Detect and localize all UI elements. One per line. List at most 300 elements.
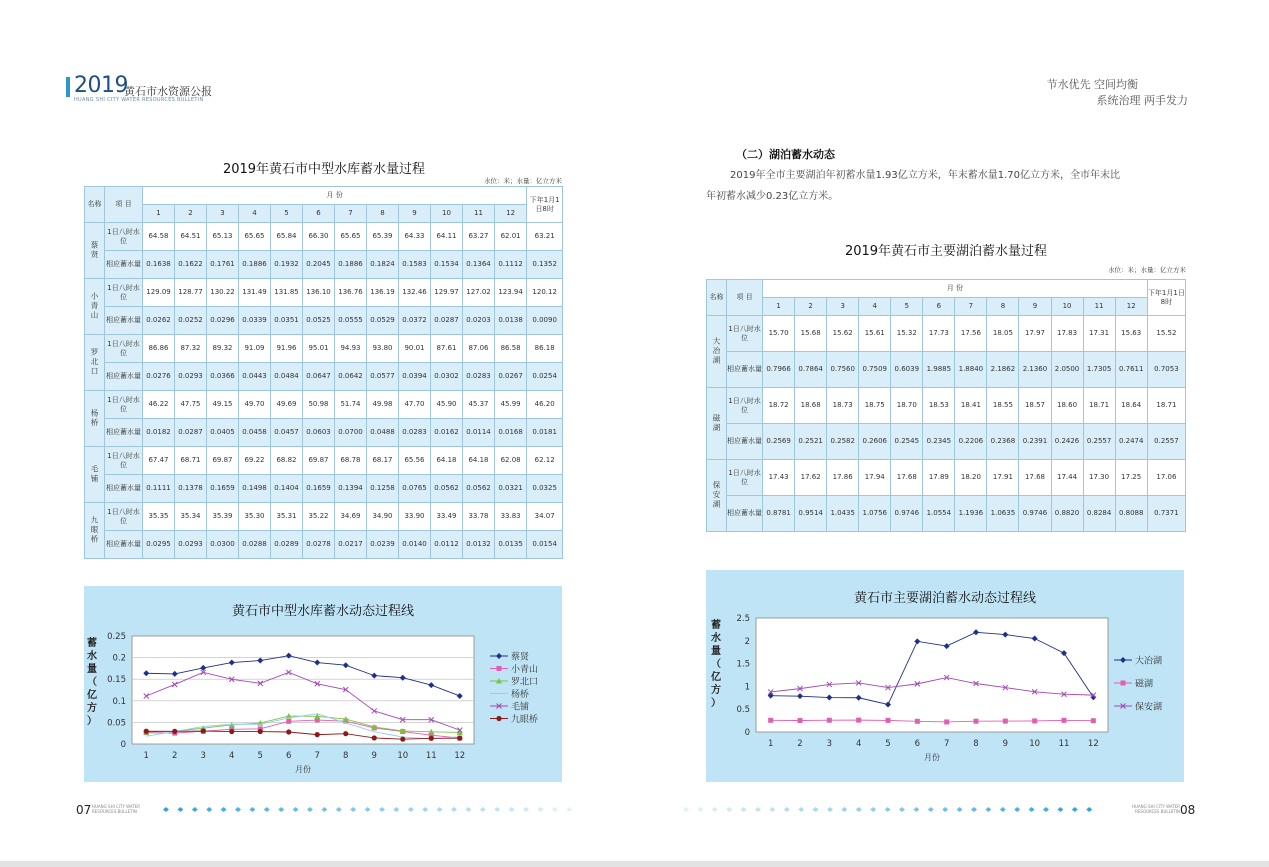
legend-marker [1121, 681, 1126, 686]
data-point [286, 729, 291, 734]
footer-dot [870, 807, 876, 812]
footer-text-left: HUANG SHI CITY WATER RESOURCES BULLETIN [92, 804, 141, 814]
volume-cell: 0.6039 [891, 352, 923, 388]
y-axis-label: 方 [711, 685, 721, 696]
level-cell: 17.68 [891, 460, 923, 496]
volume-cell: 0.7053 [1147, 352, 1185, 388]
level-cell: 62.08 [495, 447, 527, 475]
x-tick-label: 3 [200, 751, 206, 761]
volume-cell: 0.0555 [335, 307, 367, 335]
level-cell: 64.51 [175, 223, 207, 251]
level-cell: 17.44 [1051, 460, 1083, 496]
level-cell: 18.60 [1051, 388, 1083, 424]
volume-cell: 0.0765 [399, 475, 431, 503]
level-cell: 35.30 [239, 503, 271, 531]
volume-cell: 0.1761 [207, 251, 239, 279]
level-cell: 127.02 [463, 279, 495, 307]
level-cell: 45.99 [495, 391, 527, 419]
volume-cell: 0.0267 [495, 363, 527, 391]
row-label-level: 1日八时水位 [727, 460, 763, 496]
footer-dot [755, 807, 761, 812]
volume-cell: 0.0138 [495, 307, 527, 335]
level-cell: 64.11 [431, 223, 463, 251]
table-row [85, 475, 563, 503]
level-cell: 86.86 [143, 335, 175, 363]
legend-label: 杨桥 [511, 690, 530, 700]
data-point [172, 729, 177, 734]
volume-cell: 0.0181 [527, 419, 563, 447]
table-row [707, 388, 1186, 424]
reservoir-chart [84, 586, 562, 782]
footer-dot [726, 807, 732, 812]
data-point [457, 736, 462, 741]
lake-table [706, 279, 1186, 532]
footer-dot [1043, 807, 1049, 812]
right-table-title: 2019年黄石市主要湖泊蓄水量过程 [844, 244, 1048, 259]
level-cell: 68.82 [271, 447, 303, 475]
x-tick-label: 12 [454, 751, 466, 761]
footer-dot [784, 807, 790, 812]
volume-cell: 0.1534 [431, 251, 463, 279]
footer-dot [552, 807, 558, 812]
data-point [1091, 718, 1096, 723]
volume-cell: 0.0647 [303, 363, 335, 391]
month-header: 7 [335, 205, 367, 223]
legend-marker [496, 716, 501, 721]
x-tick-label: 5 [885, 739, 891, 749]
header-month: 月 份 [143, 187, 527, 205]
row-label-level: 1日八时水位 [105, 503, 143, 531]
header-year: 2019 [74, 73, 128, 98]
x-tick-label: 7 [314, 751, 320, 761]
volume-cell: 0.0321 [495, 475, 527, 503]
legend-label: 毛铺 [511, 702, 530, 713]
x-tick-label: 3 [826, 739, 833, 749]
plot-area [132, 636, 474, 744]
lake-chart-title: 黄石市主要湖泊蓄水动态过程线 [853, 591, 1036, 606]
footer-dot [379, 807, 385, 812]
paragraph-line2: 年初蓄水减少0.23亿立方米。 [706, 191, 839, 202]
legend-label: 小青山 [511, 665, 539, 675]
level-cell: 15.32 [891, 316, 923, 352]
footer-dot [827, 807, 833, 812]
volume-cell: 0.0162 [431, 419, 463, 447]
volume-cell: 0.2368 [987, 424, 1019, 460]
footer-dot [393, 807, 399, 812]
x-tick-label: 8 [973, 739, 979, 749]
y-axis-label: 水 [711, 633, 721, 644]
volume-cell: 0.0529 [367, 307, 399, 335]
level-cell: 18.05 [987, 316, 1019, 352]
left-table-unit: 水位：米；水量：亿立方米 [484, 177, 562, 185]
volume-cell: 0.0182 [143, 419, 175, 447]
data-point [944, 719, 949, 724]
level-cell: 87.32 [175, 335, 207, 363]
volume-cell: 0.0405 [207, 419, 239, 447]
level-cell: 46.20 [527, 391, 563, 419]
level-cell: 18.57 [1019, 388, 1051, 424]
level-cell: 35.39 [207, 503, 239, 531]
volume-cell: 0.2606 [859, 424, 891, 460]
table-row [85, 531, 563, 559]
row-name: 杨桥 [85, 391, 105, 447]
volume-cell: 0.0488 [367, 419, 399, 447]
level-cell: 87.06 [463, 335, 495, 363]
month-header: 2 [795, 298, 827, 316]
x-tick-label: 6 [914, 739, 921, 749]
data-point [768, 718, 773, 723]
x-tick-label: 12 [1087, 739, 1099, 749]
month-header: 2 [175, 205, 207, 223]
legend-marker [496, 653, 502, 659]
table-row [707, 460, 1186, 496]
volume-cell: 0.7509 [859, 352, 891, 388]
month-header: 3 [207, 205, 239, 223]
data-point [144, 729, 149, 734]
level-cell: 15.70 [763, 316, 795, 352]
month-header: 4 [859, 298, 891, 316]
volume-cell: 0.0276 [143, 363, 175, 391]
x-tick-label: 10 [1029, 739, 1041, 749]
volume-cell: 0.1111 [143, 475, 175, 503]
level-cell: 45.90 [431, 391, 463, 419]
header-item: 项 目 [105, 187, 143, 223]
footer-dot [422, 807, 428, 812]
lake-chart [706, 570, 1184, 782]
row-label-volume: 相应蓄水量 [105, 419, 143, 447]
level-cell: 47.75 [175, 391, 207, 419]
x-tick-label: 10 [397, 751, 409, 761]
level-cell: 33.78 [463, 503, 495, 531]
level-cell: 45.37 [463, 391, 495, 419]
header-accent-bar [66, 77, 70, 97]
x-tick-label: 4 [855, 739, 862, 749]
x-tick-label: 7 [943, 739, 950, 749]
volume-cell: 1.8840 [955, 352, 987, 388]
volume-cell: 0.2474 [1115, 424, 1147, 460]
y-tick-label: 0.25 [107, 632, 126, 642]
y-tick-label: 0 [744, 728, 750, 738]
y-axis-label: 方 [87, 703, 97, 714]
level-cell: 17.31 [1083, 316, 1115, 352]
volume-cell: 0.0288 [239, 531, 271, 559]
footer-dot [942, 807, 948, 812]
footer-dot [480, 807, 486, 812]
level-cell: 63.27 [463, 223, 495, 251]
month-header: 5 [891, 298, 923, 316]
footer-dot [1086, 807, 1092, 812]
volume-cell: 0.1886 [335, 251, 367, 279]
level-cell: 90.01 [399, 335, 431, 363]
table-row [85, 419, 563, 447]
volume-cell: 0.2206 [955, 424, 987, 460]
table-row [85, 391, 563, 419]
level-cell: 17.68 [1019, 460, 1051, 496]
level-cell: 131.85 [271, 279, 303, 307]
level-cell: 33.90 [399, 503, 431, 531]
volume-cell: 0.2545 [891, 424, 923, 460]
volume-cell: 0.2345 [923, 424, 955, 460]
volume-cell: 0.0562 [463, 475, 495, 503]
table-row [85, 307, 563, 335]
page-bottom-edge [0, 861, 1269, 867]
volume-cell: 0.0135 [495, 531, 527, 559]
row-label-volume: 相应蓄水量 [105, 363, 143, 391]
header-month: 月 份 [763, 280, 1148, 298]
level-cell: 17.43 [763, 460, 795, 496]
x-tick-label: 9 [371, 751, 377, 761]
table-row [707, 316, 1186, 352]
x-tick-label: 11 [1058, 739, 1070, 749]
level-cell: 50.98 [303, 391, 335, 419]
footer-dot [683, 807, 689, 812]
level-cell: 131.49 [239, 279, 271, 307]
level-cell: 34.69 [335, 503, 367, 531]
month-header: 7 [955, 298, 987, 316]
level-cell: 86.58 [495, 335, 527, 363]
row-label-level: 1日八时水位 [727, 388, 763, 424]
footer-dot [494, 807, 500, 812]
volume-cell: 2.0500 [1051, 352, 1083, 388]
level-cell: 18.55 [987, 388, 1019, 424]
month-header: 3 [827, 298, 859, 316]
level-cell: 18.70 [891, 388, 923, 424]
level-cell: 18.71 [1083, 388, 1115, 424]
row-label-level: 1日八时水位 [105, 391, 143, 419]
level-cell: 94.93 [335, 335, 367, 363]
footer-dot [712, 807, 718, 812]
footer-dot [985, 807, 991, 812]
volume-cell: 0.0300 [207, 531, 239, 559]
footer-dot [971, 807, 977, 812]
level-cell: 63.21 [527, 223, 563, 251]
month-header: 8 [987, 298, 1019, 316]
level-cell: 62.12 [527, 447, 563, 475]
level-cell: 15.62 [827, 316, 859, 352]
volume-cell: 0.7864 [795, 352, 827, 388]
y-tick-label: 0.2 [112, 653, 126, 664]
data-point [372, 735, 377, 740]
month-header: 11 [1083, 298, 1115, 316]
volume-cell: 0.1583 [399, 251, 431, 279]
footer-dot [321, 807, 327, 812]
volume-cell: 0.0562 [431, 475, 463, 503]
footer-dot [235, 807, 241, 812]
header-next-jan: 下年1月1日8时 [1147, 280, 1185, 316]
volume-cell: 0.0287 [431, 307, 463, 335]
footer-dot [697, 807, 703, 812]
volume-cell: 0.1394 [335, 475, 367, 503]
data-point [315, 732, 320, 737]
footer-dot [841, 807, 847, 812]
volume-cell: 0.0283 [399, 419, 431, 447]
volume-cell: 0.2521 [795, 424, 827, 460]
level-cell: 128.77 [175, 279, 207, 307]
data-point [915, 719, 920, 724]
level-cell: 17.91 [987, 460, 1019, 496]
volume-cell: 1.9885 [923, 352, 955, 388]
level-cell: 91.09 [239, 335, 271, 363]
row-label-volume: 相应蓄水量 [105, 251, 143, 279]
row-label-volume: 相应蓄水量 [105, 475, 143, 503]
footer-dot [350, 807, 356, 812]
row-name: 小青山 [85, 279, 105, 335]
x-tick-label: 8 [343, 751, 349, 761]
footer-dot [278, 807, 284, 812]
month-header: 6 [303, 205, 335, 223]
footer-dot [1057, 807, 1063, 812]
volume-cell: 0.8820 [1051, 496, 1083, 532]
level-cell: 68.78 [335, 447, 367, 475]
level-cell: 68.71 [175, 447, 207, 475]
row-label-level: 1日八时水位 [105, 335, 143, 363]
row-name: 磁湖 [707, 388, 727, 460]
y-axis-label: （ [87, 677, 97, 688]
footer-dot [885, 807, 891, 812]
footer-dot [523, 807, 529, 812]
volume-cell: 2.1360 [1019, 352, 1051, 388]
data-point [886, 718, 891, 723]
data-point [201, 728, 206, 733]
volume-cell: 0.0293 [175, 363, 207, 391]
level-cell: 49.15 [207, 391, 239, 419]
level-cell: 136.76 [335, 279, 367, 307]
level-cell: 35.34 [175, 503, 207, 531]
row-name: 大冶湖 [707, 316, 727, 388]
x-axis-label: 月份 [295, 765, 311, 774]
level-cell: 17.83 [1051, 316, 1083, 352]
x-tick-label: 9 [1002, 739, 1009, 749]
volume-cell: 0.2569 [763, 424, 795, 460]
volume-cell: 0.1498 [239, 475, 271, 503]
volume-cell: 1.0554 [923, 496, 955, 532]
volume-cell: 0.0642 [335, 363, 367, 391]
right-table-unit: 水位：米；水量：亿立方米 [1108, 266, 1186, 274]
y-tick-label: 0.15 [107, 675, 126, 686]
month-header: 10 [431, 205, 463, 223]
level-cell: 91.96 [271, 335, 303, 363]
volume-cell: 0.0339 [239, 307, 271, 335]
volume-cell: 0.2426 [1051, 424, 1083, 460]
x-tick-label: 2 [797, 739, 803, 749]
volume-cell: 0.8088 [1115, 496, 1147, 532]
volume-cell: 0.0457 [271, 419, 303, 447]
volume-cell: 0.9514 [795, 496, 827, 532]
volume-cell: 0.0525 [303, 307, 335, 335]
y-tick-label: 0.1 [112, 696, 126, 707]
legend-label: 保安湖 [1135, 702, 1163, 713]
header-name: 名称 [707, 280, 727, 316]
footer-dot [957, 807, 963, 812]
y-tick-label: 2 [744, 636, 750, 647]
x-tick-label: 1 [767, 739, 774, 749]
level-cell: 49.70 [239, 391, 271, 419]
footer-dot [813, 807, 819, 812]
row-label-level: 1日八时水位 [105, 223, 143, 251]
y-axis-label: 量 [711, 646, 721, 657]
footer-dot [856, 807, 862, 812]
month-header: 9 [399, 205, 431, 223]
level-cell: 87.61 [431, 335, 463, 363]
x-tick-label: 5 [257, 751, 263, 761]
volume-cell: 0.0302 [431, 363, 463, 391]
month-header: 11 [463, 205, 495, 223]
footer-dots-left [160, 803, 600, 815]
footer-dot [913, 807, 919, 812]
data-point [1062, 718, 1067, 723]
level-cell: 46.22 [143, 391, 175, 419]
legend-label: 九眼桥 [511, 715, 539, 725]
volume-cell: 0.1659 [207, 475, 239, 503]
level-cell: 65.65 [239, 223, 271, 251]
volume-cell: 0.0283 [463, 363, 495, 391]
section-heading: （二）湖泊蓄水动态 [736, 148, 835, 161]
footer-dot [899, 807, 905, 812]
row-name: 毛铺 [85, 447, 105, 503]
volume-cell: 0.0577 [367, 363, 399, 391]
level-cell: 86.18 [527, 335, 563, 363]
left-table-title: 2019年黄石市中型水库蓄水量过程 [222, 162, 426, 177]
level-cell: 17.94 [859, 460, 891, 496]
level-cell: 62.01 [495, 223, 527, 251]
month-header: 5 [271, 205, 303, 223]
reservoir-table [84, 186, 563, 559]
footer-dot [769, 807, 775, 812]
row-name: 蔡贤 [85, 223, 105, 279]
footer-dot [928, 807, 934, 812]
footer-dot [365, 807, 371, 812]
table-row [85, 503, 563, 531]
footer-dot [264, 807, 270, 812]
volume-cell: 0.0168 [495, 419, 527, 447]
level-cell: 67.47 [143, 447, 175, 475]
reservoir-chart-title: 黄石市中型水库蓄水动态过程线 [231, 604, 414, 619]
volume-cell: 0.7560 [827, 352, 859, 388]
footer-dot [177, 807, 183, 812]
volume-cell: 0.9746 [1019, 496, 1051, 532]
row-label-level: 1日八时水位 [105, 279, 143, 307]
y-axis-label: 蓄 [87, 638, 97, 649]
row-name: 保安湖 [707, 460, 727, 532]
level-cell: 129.09 [143, 279, 175, 307]
volume-cell: 0.2582 [827, 424, 859, 460]
volume-cell: 0.7611 [1115, 352, 1147, 388]
volume-cell: 0.0114 [463, 419, 495, 447]
volume-cell: 0.1352 [527, 251, 563, 279]
lake-chart-panel [706, 570, 1184, 782]
level-cell: 89.32 [207, 335, 239, 363]
volume-cell: 0.1824 [367, 251, 399, 279]
legend-label: 蔡贤 [511, 652, 530, 663]
level-cell: 65.65 [335, 223, 367, 251]
volume-cell: 0.0325 [527, 475, 563, 503]
footer-dot [1000, 807, 1006, 812]
y-tick-label: 0.05 [107, 718, 126, 729]
volume-cell: 0.0458 [239, 419, 271, 447]
footer-dot [293, 807, 299, 812]
y-tick-label: 1 [744, 682, 750, 693]
row-label-volume: 相应蓄水量 [105, 307, 143, 335]
level-cell: 64.18 [463, 447, 495, 475]
volume-cell: 0.0140 [399, 531, 431, 559]
level-cell: 15.63 [1115, 316, 1147, 352]
table-row [707, 424, 1186, 460]
legend-marker [497, 666, 502, 671]
level-cell: 17.62 [795, 460, 827, 496]
month-header: 12 [1115, 298, 1147, 316]
level-cell: 33.83 [495, 503, 527, 531]
level-cell: 18.20 [955, 460, 987, 496]
